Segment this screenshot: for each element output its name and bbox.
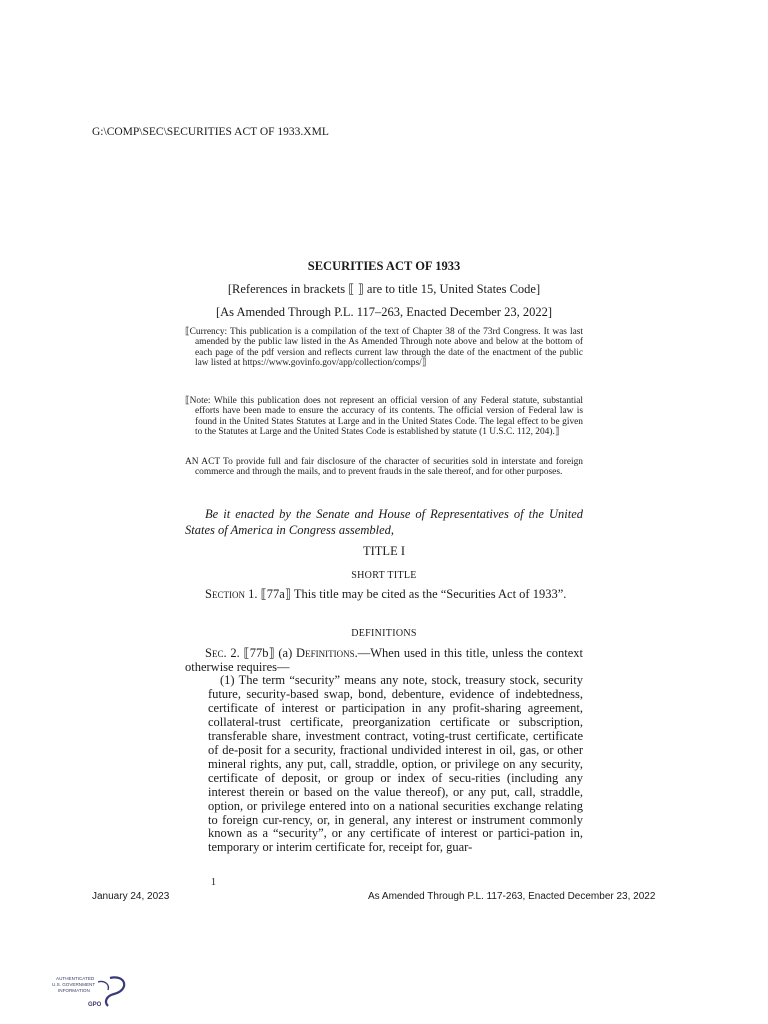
section-1 [185,588,583,602]
page-number: 1 [211,877,216,888]
references-note: [References in brackets ⟦ ⟧ are to title 15, United States Code] [227,282,541,296]
eagle-wing-icon [98,981,108,990]
act-purpose: AN ACT To provide full and fair disclosure of the character of securities sold in interstate and foreign commerce and through the mails, and to prevent frauds in the sale thereof, and for other purposes. [185,457,583,478]
currency-note: ⟦Currency: This publication is a compilation of the text of Chapter 38 of the 73rd Congress. It was last amended by the public law listed in the As Amended Through note above and below at the bottom of each page of the pdf version and reflects current law through the date of the enactment of the public law listed at https://www.govinfo.gov/app/collection/comps/⟧ [185,327,583,369]
title-heading: TITLE I [363,544,405,558]
footer-date: January 24, 2023 [92,891,170,902]
eagle-icon [106,977,124,1006]
gpo-authenticated-logo [48,972,128,1012]
definitions-heading: DEFINITIONS [351,628,417,639]
short-title-heading: SHORT TITLE [351,570,417,581]
section-2-ref: ⟦77b⟧ (a) [239,646,297,660]
section-2-paragraph-1: (1) The term “security” means any note, stock, treasury stock, security future, security-based swap, bond, debenture, evidence of indebtedness, certificate of interest or participation in any profit-sharing agreement, collateral-trust certificate, preorganization certificate or subscription, transferable share, investment contract, voting-trust certificate, certificate of de-posit for a security, fractional undivided interest in oil, gas, or other mineral rights, any put, call, straddle, option, or privilege on any security, certificate of deposit, or group or index of secu-rities (including any interest therein or based on the value thereof), or any put, call, straddle, option, or privilege entered into on a national securities exchange relating to foreign cur-rency, or, in general, any interest or instrument commonly known as a “security”, or any certificate of interest or partici-pation in, temporary or interim certificate for, receipt for, guar- [208,673,583,855]
enacting-clause: Be it enacted by the Senate and House of Representatives of the United States of America in Congress assembled, [185,507,583,537]
amended-through-line: [As Amended Through P.L. 117–263, Enacted December 23, 2022] [215,305,553,319]
section-2-label: Sec. 2. [205,646,240,660]
logo-line-2: U.S. GOVERNMENT [52,982,96,987]
section-2-text: —When used in this title, unless the context otherwise requires— [185,646,584,674]
logo-mark: GPO [88,1002,102,1008]
section-1-text: ⟦77a⟧ This title may be cited as the “Securities Act of 1933”. [257,587,567,601]
logo-line-1: AUTHENTICATED [56,976,95,981]
section-1-label: Section 1. [205,587,258,601]
section-2-heading: Definitions. [296,646,358,660]
disclaimer-note: ⟦Note: While this publication does not represent an official version of any Federal statute, substantial efforts have been made to ensure the accuracy of its contents. The official version of Federal law is found in the United States Statutes at Large and in the United States Code. The legal effect to be given to the Statutes at Large and the United States Code is established by statute (1 U.S.C. 112, 204).⟧ [185,396,583,438]
document-title: SECURITIES ACT OF 1933 [307,259,461,273]
logo-line-3: INFORMATION [58,988,90,993]
footer-amended-note: As Amended Through P.L. 117-263, Enacted December 23, 2022 [368,891,656,902]
section-2 [185,647,583,675]
file-path-header: G:\COMP\SEC\SECURITIES ACT OF 1933.XML [92,126,329,138]
